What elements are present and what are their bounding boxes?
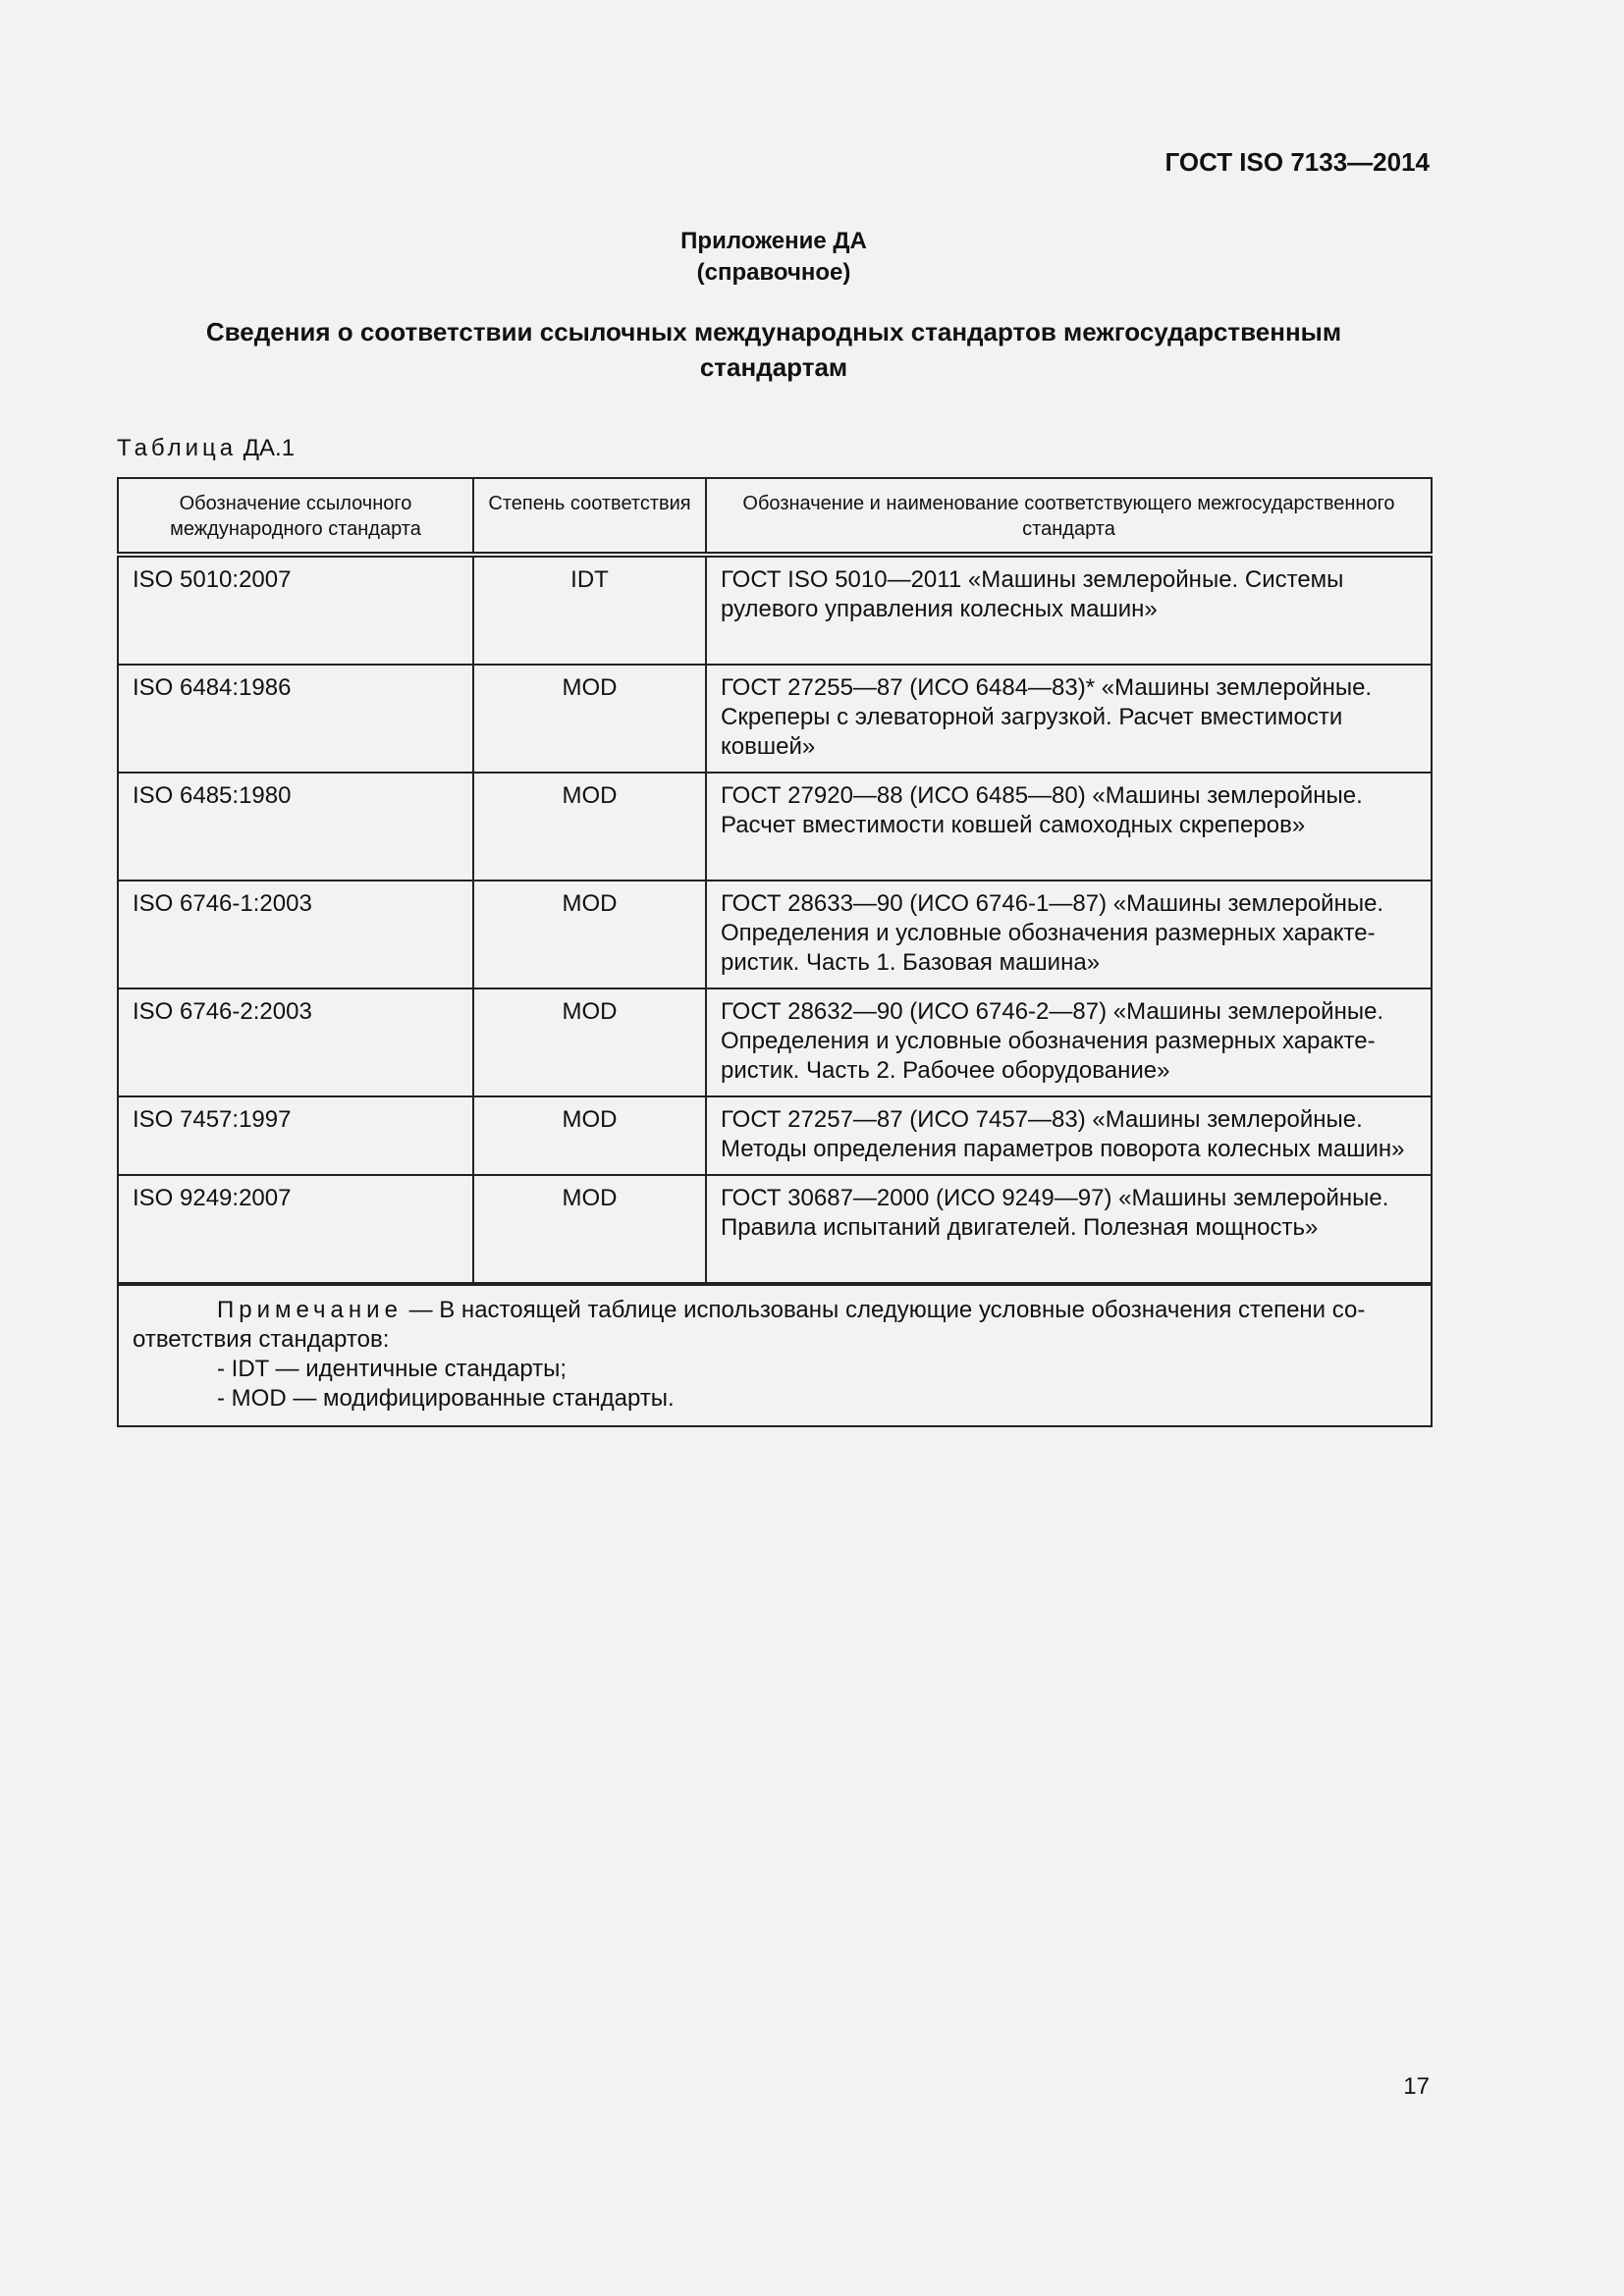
cell-intl-standard: ISO 6746-2:2003 bbox=[118, 988, 473, 1096]
table-note-row bbox=[118, 1284, 1432, 1426]
table-row bbox=[118, 1096, 1432, 1175]
table-row bbox=[118, 988, 1432, 1096]
cell-intl-standard: ISO 5010:2007 bbox=[118, 555, 473, 665]
appendix-heading bbox=[0, 226, 1547, 289]
appendix-title: Приложение ДА bbox=[680, 228, 867, 254]
cell-degree: MOD bbox=[473, 773, 706, 881]
section-title-line-1: Сведения о соответствии ссылочных международных стандартов межгосударственным bbox=[205, 317, 1342, 347]
cell-gost-standard: ГОСТ ISO 5010—2011 «Машины землеройные. Системы рулевого управления колесных машин» bbox=[706, 555, 1432, 665]
table-caption-word: Таблица bbox=[117, 435, 238, 461]
section-title bbox=[137, 314, 1410, 385]
table-header-row bbox=[118, 478, 1432, 555]
cell-degree: MOD bbox=[473, 988, 706, 1096]
table-caption bbox=[117, 435, 295, 462]
table-row bbox=[118, 665, 1432, 773]
column-header-intl-standard: Обозначение ссылочного международного стандарта bbox=[118, 478, 473, 555]
table-note bbox=[118, 1284, 1432, 1426]
table-row bbox=[118, 555, 1432, 665]
note-lead bbox=[133, 1296, 1417, 1355]
table-row bbox=[118, 881, 1432, 988]
cell-gost-standard: ГОСТ 28632—90 (ИСО 6746-2—87) «Машины землеройные. Определения и условные обозначения размерных характе-ристик. Часть 2. Рабочее оборудование» bbox=[706, 988, 1432, 1096]
standards-table bbox=[117, 477, 1433, 1427]
appendix-subtitle: (справочное) bbox=[696, 259, 851, 286]
page-number: 17 bbox=[1403, 2073, 1430, 2100]
table-row bbox=[118, 773, 1432, 881]
cell-intl-standard: ISO 7457:1997 bbox=[118, 1096, 473, 1175]
table-row bbox=[118, 1175, 1432, 1284]
cell-gost-standard: ГОСТ 27255—87 (ИСО 6484—83)* «Машины землеройные. Скреперы с элеваторной загрузкой. Расчет вместимости ковшей» bbox=[706, 665, 1432, 773]
cell-intl-standard: ISO 9249:2007 bbox=[118, 1175, 473, 1284]
cell-intl-standard: ISO 6485:1980 bbox=[118, 773, 473, 881]
note-text: — В настоящей таблице использованы следующие условные обозначения степени со-ответствия стандартов: bbox=[133, 1297, 1366, 1353]
table-caption-id: ДА.1 bbox=[243, 435, 296, 461]
cell-degree: MOD bbox=[473, 1175, 706, 1284]
note-item: - MOD — модифицированные стандарты. bbox=[217, 1385, 675, 1412]
cell-intl-standard: ISO 6746-1:2003 bbox=[118, 881, 473, 988]
cell-degree: MOD bbox=[473, 665, 706, 773]
note-item: - IDT — идентичные стандарты; bbox=[217, 1356, 568, 1382]
cell-gost-standard: ГОСТ 30687—2000 (ИСО 9249—97) «Машины землеройные. Правила испытаний двигателей. Полезная мощность» bbox=[706, 1175, 1432, 1284]
cell-intl-standard: ISO 6484:1986 bbox=[118, 665, 473, 773]
cell-degree: MOD bbox=[473, 1096, 706, 1175]
cell-degree: IDT bbox=[473, 555, 706, 665]
cell-gost-standard: ГОСТ 27920—88 (ИСО 6485—80) «Машины землеройные. Расчет вместимости ковшей самоходных скреперов» bbox=[706, 773, 1432, 881]
document-code: ГОСТ ISO 7133—2014 bbox=[1164, 147, 1430, 177]
note-label: Примечание bbox=[217, 1297, 403, 1323]
section-title-line-2: стандартам bbox=[699, 352, 848, 382]
cell-degree: MOD bbox=[473, 881, 706, 988]
column-header-gost-standard: Обозначение и наименование соответствующего межгосударственного стандарта bbox=[706, 478, 1432, 555]
cell-gost-standard: ГОСТ 27257—87 (ИСО 7457—83) «Машины землеройные. Методы определения параметров поворота колесных машин» bbox=[706, 1096, 1432, 1175]
cell-gost-standard: ГОСТ 28633—90 (ИСО 6746-1—87) «Машины землеройные. Определения и условные обозначения размерных характе-ристик. Часть 1. Базовая машина» bbox=[706, 881, 1432, 988]
column-header-degree: Степень соответствия bbox=[473, 478, 706, 555]
